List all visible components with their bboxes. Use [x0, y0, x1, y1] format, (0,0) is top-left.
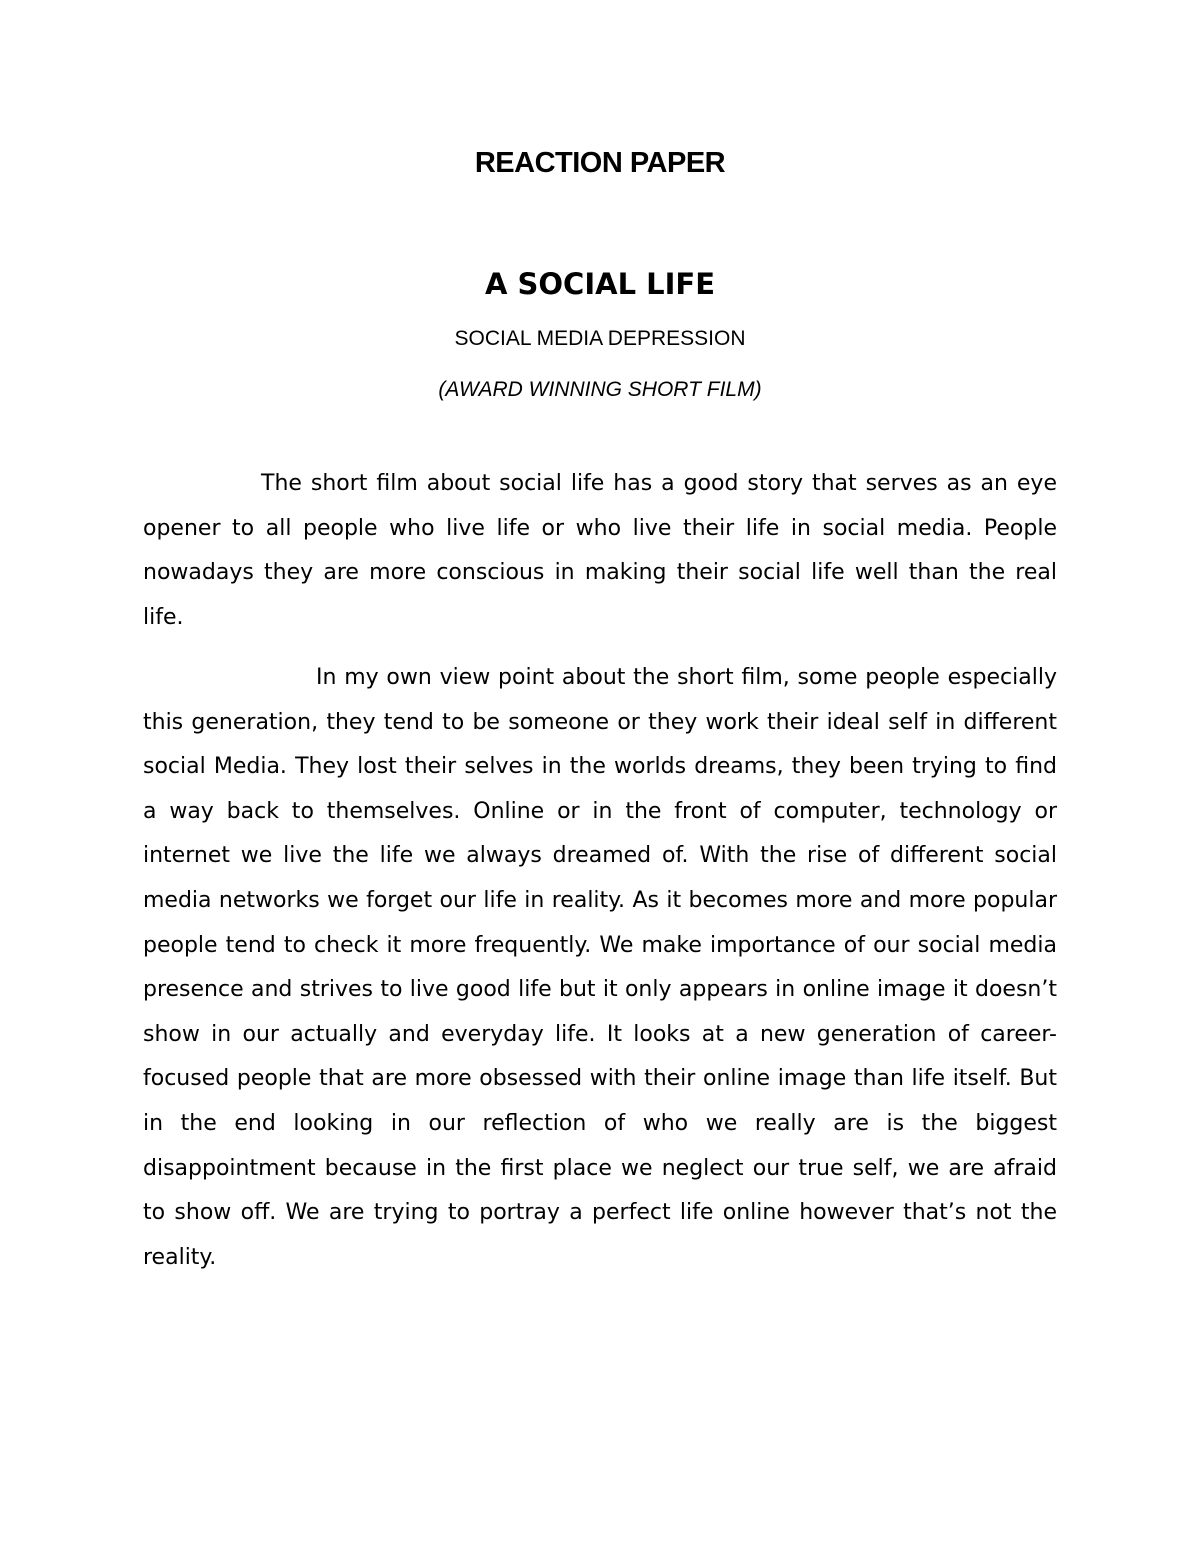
film-subtitle: SOCIAL MEDIA DEPRESSION [454, 327, 746, 350]
body-paragraph-1: The short film about social life has a good story that serves as an eye opener to all people who live life or who live their life in social media. People nowadays they are more conscious in making their social life well than the real life. [143, 471, 1057, 630]
film-title: A SOCIAL LIFE [484, 267, 716, 301]
film-note: (AWARD WINNING SHORT FILM) [438, 378, 762, 401]
document-heading: REACTION PAPER [474, 147, 726, 179]
body-paragraph-2: In my own view point about the short film, some people especially this generation, they tend to be someone or they work their ideal self in different social Media. They lost their selves in the worlds dreams, they been trying to find a way back to themselves. Online or in the front of computer, technology or internet we live the life we always dreamed of. With the rise of different social media networks we forget our life in reality. As it becomes more and more popular people tend to check it more frequently. We make importance of our social media presence and strives to live good life but it only appears in online image it doesn’t show in our actually and everyday life. It looks at a new generation of career-focused people that are more obsessed with their online image than life itself. But in the end looking in our reflection of who we really are is the biggest disappointment because in the first place we neglect our true self, we are afraid to show off. We are trying to portray a perfect life online however that’s not the reality. [143, 665, 1057, 1270]
